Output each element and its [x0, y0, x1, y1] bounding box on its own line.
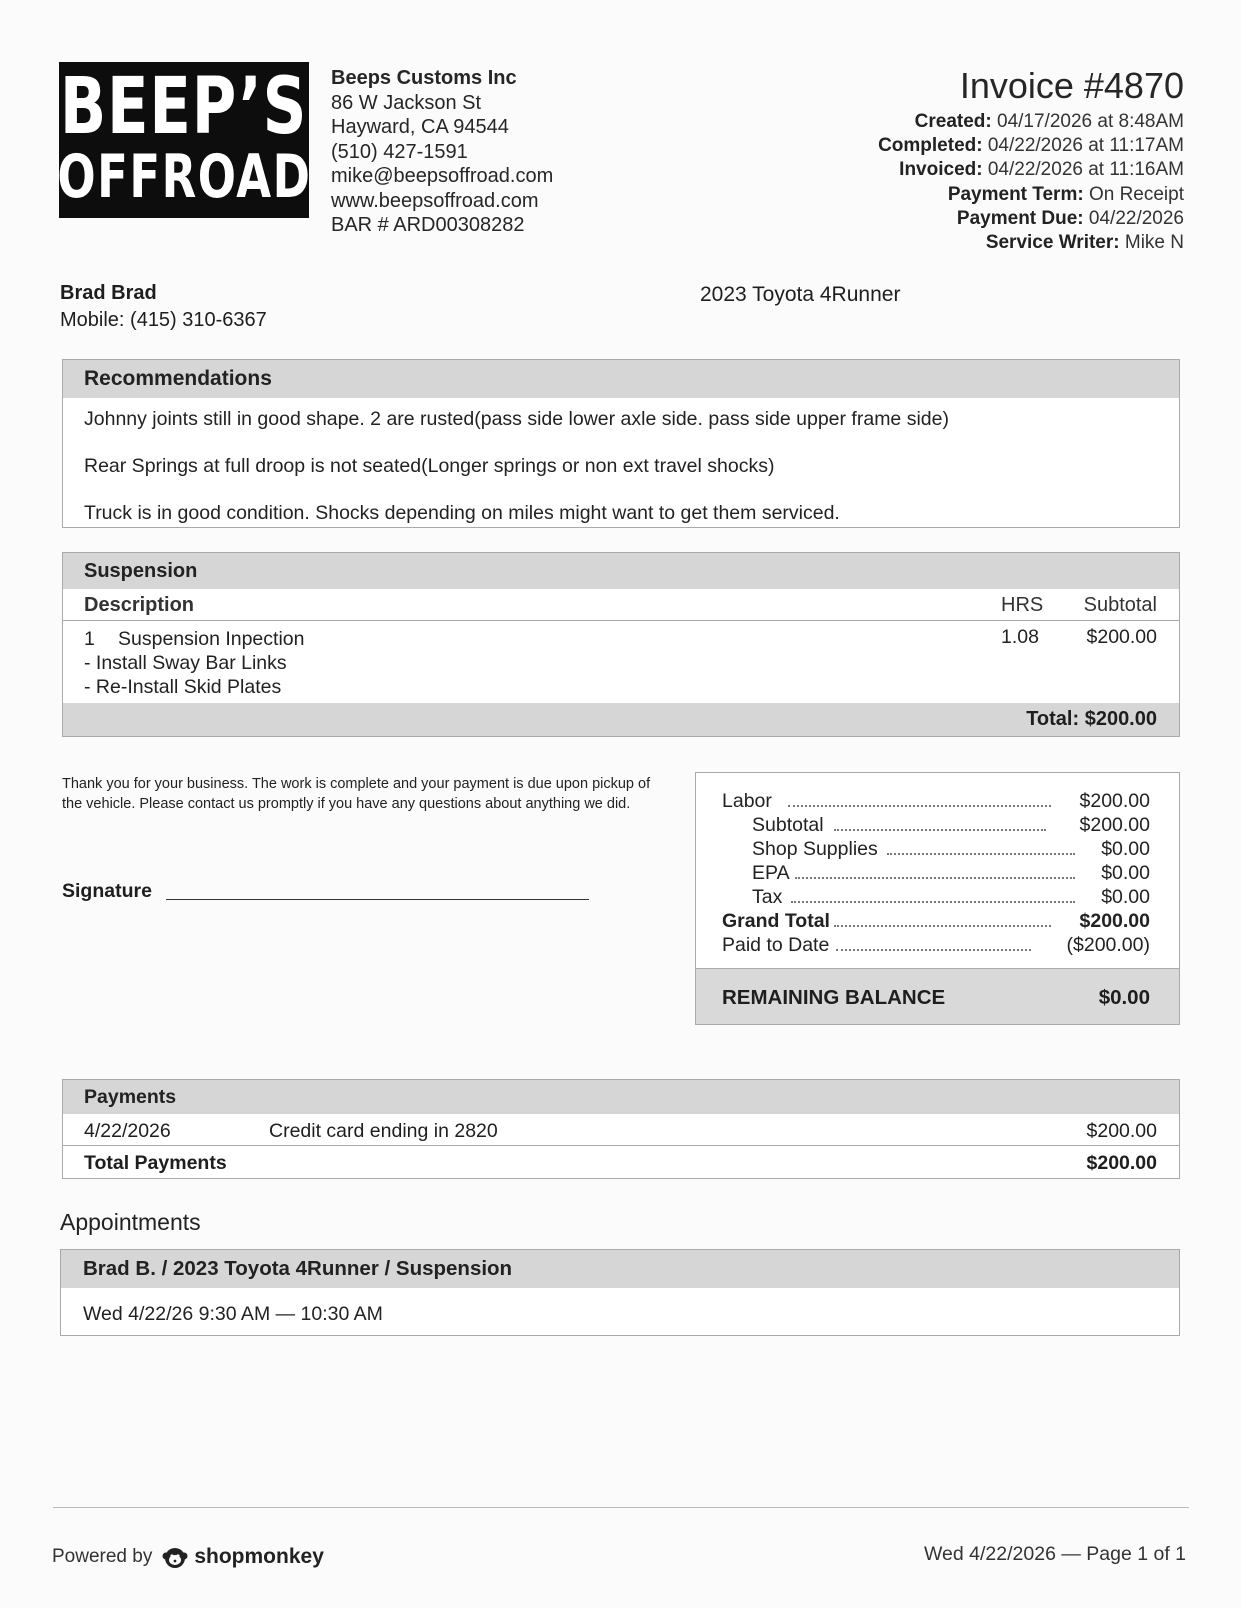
remaining-balance-label: REMAINING BALANCE — [722, 986, 946, 1009]
company-name: Beeps Customs Inc — [331, 67, 517, 89]
line-detail: - Install Sway Bar Links — [84, 652, 287, 674]
payments-panel — [62, 1079, 1180, 1179]
tax-label: Tax — [752, 886, 783, 908]
payment-method: Credit card ending in 2820 — [269, 1120, 498, 1142]
subtotal-value: $200.00 — [1079, 814, 1150, 836]
company-bar: BAR # ARD00308282 — [331, 214, 525, 236]
payments-heading: Payments — [63, 1080, 1179, 1114]
vehicle-name: 2023 Toyota 4Runner — [700, 283, 901, 306]
invoiced-value: 04/22/2026 at 11:16AM — [987, 159, 1184, 181]
recommendations-heading: Recommendations — [63, 360, 1179, 398]
paid-to-date-row — [696, 934, 1179, 958]
company-city: Hayward, CA 94544 — [331, 116, 509, 138]
payment-term-row — [878, 183, 1184, 207]
grand-total-value: $200.00 — [1079, 910, 1150, 932]
company-website: www.beepsoffroad.com — [331, 189, 539, 212]
signature-label: Signature — [62, 880, 152, 902]
totals-summary — [695, 772, 1180, 1025]
completed-label: Completed: — [878, 135, 983, 157]
recommendations-panel — [62, 359, 1180, 528]
service-writer-row — [878, 231, 1184, 255]
epa-label: EPA — [752, 862, 790, 884]
company-street: 86 W Jackson St — [331, 91, 482, 114]
column-description: Description — [84, 594, 195, 616]
total-payments-value: $200.00 — [1086, 1152, 1157, 1174]
payment-date: 4/22/2026 — [84, 1120, 171, 1142]
payment-amount: $200.00 — [1086, 1120, 1157, 1142]
footer-divider — [53, 1507, 1189, 1508]
logo-line-1: BEEP’S — [60, 62, 308, 152]
payment-term-label: Payment Term: — [947, 183, 1084, 205]
completed-row — [878, 134, 1184, 158]
line-detail: - Re-Install Skid Plates — [84, 676, 282, 698]
customer-info — [60, 280, 267, 334]
company-logo — [56, 62, 312, 218]
recommendation-item: Truck is in good condition. Shocks depending on miles might want to get them serviced. — [84, 502, 840, 524]
invoice-title: Invoice #4870 — [959, 65, 1184, 106]
shopmonkey-brand: shopmonkey — [194, 1545, 324, 1568]
subtotal-row — [696, 814, 1179, 838]
service-writer-value: Mike N — [1124, 232, 1184, 254]
created-row — [878, 110, 1184, 134]
suspension-heading: Suspension — [63, 553, 1179, 589]
powered-by-text: Powered by — [52, 1546, 153, 1567]
shopmonkey-icon — [162, 1544, 188, 1570]
signature-line[interactable] — [166, 899, 589, 900]
payment-due-value: 04/22/2026 — [1088, 207, 1184, 229]
paid-to-date-value: ($200.00) — [1066, 934, 1150, 956]
line-subtotal: $200.00 — [1086, 626, 1157, 648]
logo-line-2: OFFROAD — [56, 142, 312, 212]
invoiced-label: Invoiced: — [899, 159, 983, 181]
payment-due-label: Payment Due: — [956, 207, 1084, 229]
appointments-title: Appointments — [60, 1209, 201, 1235]
subtotal-label: Subtotal — [752, 814, 824, 836]
line-name: Suspension Inpection — [118, 628, 305, 650]
total-payments-row — [63, 1146, 1179, 1178]
customer-name: Brad Brad — [60, 282, 157, 304]
company-phone: (510) 427-1591 — [331, 140, 468, 163]
company-email: mike@beepsoffroad.com — [331, 165, 554, 187]
shop-supplies-value: $0.00 — [1101, 838, 1150, 860]
suspension-total: Total: $200.00 — [63, 703, 1179, 736]
invoice-header — [878, 62, 1184, 255]
labor-row — [696, 790, 1179, 814]
epa-value: $0.00 — [1101, 862, 1150, 884]
labor-label: Labor — [722, 790, 772, 812]
recommendation-item: Rear Springs at full droop is not seated(Longer springs or non ext travel shocks) — [84, 455, 775, 477]
column-subtotal: Subtotal — [1083, 594, 1157, 616]
grand-total-row — [696, 910, 1179, 934]
customer-mobile: Mobile: (415) 310-6367 — [60, 309, 267, 331]
page-info: Wed 4/22/2026 — Page 1 of 1 — [924, 1543, 1186, 1565]
invoiced-row — [878, 158, 1184, 182]
thank-you-note: Thank you for your business. The work is complete and your payment is due upon pickup of the vehicle. Please contact us promptly if you have any questions about anything we did. — [62, 776, 651, 812]
appointment-card — [60, 1249, 1180, 1336]
created-value: 04/17/2026 at 8:48AM — [997, 111, 1184, 132]
epa-row — [696, 862, 1179, 886]
suspension-column-headers — [63, 589, 1179, 621]
line-hrs: 1.08 — [1001, 626, 1039, 648]
tax-value: $0.00 — [1101, 886, 1150, 908]
payment-term-value: On Receipt — [1088, 183, 1184, 205]
column-hrs: HRS — [1001, 594, 1044, 616]
shop-supplies-row — [696, 838, 1179, 862]
line-item — [63, 621, 1179, 705]
total-payments-label: Total Payments — [84, 1152, 227, 1174]
line-qty: 1 — [84, 628, 95, 650]
shop-supplies-label: Shop Supplies — [752, 838, 878, 860]
company-info — [331, 66, 553, 238]
appointment-time: Wed 4/22/26 9:30 AM — 10:30 AM — [83, 1303, 383, 1325]
payment-due-row — [878, 207, 1184, 231]
payment-row — [63, 1114, 1179, 1146]
service-writer-label: Service Writer: — [985, 232, 1120, 254]
recommendation-item: Johnny joints still in good shape. 2 are rusted(pass side lower axle side. pass side upper frame side) — [84, 408, 949, 430]
labor-value: $200.00 — [1079, 790, 1150, 812]
created-label: Created: — [914, 111, 992, 132]
paid-to-date-label: Paid to Date — [722, 934, 830, 956]
appointment-heading: Brad B. / 2023 Toyota 4Runner / Suspension — [61, 1250, 1179, 1288]
completed-value: 04/22/2026 at 11:17AM — [987, 135, 1184, 157]
suspension-panel — [62, 552, 1180, 737]
remaining-balance — [696, 968, 1179, 1024]
powered-by — [52, 1544, 324, 1570]
remaining-balance-value: $0.00 — [1098, 986, 1150, 1009]
tax-row — [696, 886, 1179, 910]
grand-total-label: Grand Total — [722, 910, 830, 932]
